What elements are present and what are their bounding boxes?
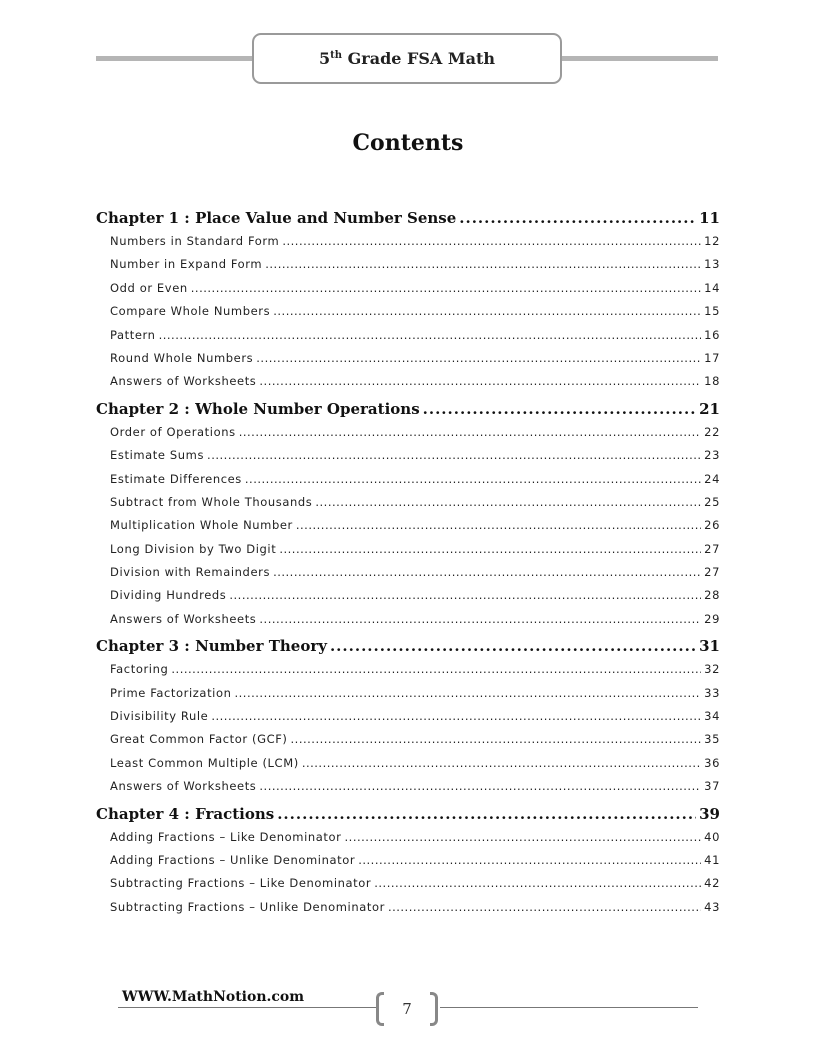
- section-page-number: 22: [704, 424, 720, 439]
- toc-section-entry[interactable]: [96, 538, 720, 561]
- header-title-rest: Grade FSA Math: [342, 49, 495, 68]
- page-number: 7: [402, 1000, 412, 1018]
- dot-leader: [265, 253, 701, 276]
- section-title: Odd or Even: [110, 280, 188, 295]
- section-title: Estimate Sums: [110, 448, 205, 463]
- section-page-number: 15: [704, 304, 720, 319]
- toc-section-entry[interactable]: [96, 370, 720, 393]
- toc-section-entry[interactable]: [96, 705, 720, 728]
- section-page-number: 28: [704, 588, 720, 603]
- section-title: Round Whole Numbers: [110, 350, 254, 365]
- toc-chapter-entry[interactable]: [96, 802, 720, 826]
- dot-leader: [330, 634, 696, 658]
- dot-leader: [259, 608, 701, 631]
- section-title: Factoring: [110, 662, 169, 677]
- footer-website: WWW.MathNotion.com: [122, 989, 305, 1005]
- toc-section-entry[interactable]: [96, 584, 720, 607]
- dot-leader: [239, 421, 701, 444]
- chapter-page-number: 21: [699, 399, 720, 418]
- chapter-page-number: 31: [699, 637, 720, 656]
- toc-section-entry[interactable]: [96, 608, 720, 631]
- toc-chapter-entry[interactable]: [96, 634, 720, 658]
- section-page-number: 42: [704, 876, 720, 891]
- toc-section-entry[interactable]: [96, 347, 720, 370]
- footer-rule-left: [118, 1007, 376, 1008]
- header-grade-suffix: th: [330, 50, 343, 61]
- toc-section-entry[interactable]: [96, 682, 720, 705]
- dot-leader: [171, 658, 701, 681]
- section-title: Least Common Multiple (LCM): [110, 755, 299, 770]
- dot-leader: [282, 230, 701, 253]
- dot-leader: [211, 705, 701, 728]
- dot-leader: [159, 324, 702, 347]
- dot-leader: [345, 826, 702, 849]
- toc-section-entry[interactable]: [96, 300, 720, 323]
- section-title: Answers of Worksheets: [110, 779, 257, 794]
- section-page-number: 26: [704, 518, 720, 533]
- section-page-number: 16: [704, 327, 720, 342]
- section-title: Answers of Worksheets: [110, 611, 257, 626]
- header-grade-number: 5: [319, 49, 331, 68]
- dot-leader: [302, 752, 701, 775]
- section-page-number: 40: [704, 829, 720, 844]
- section-page-number: 34: [704, 709, 720, 724]
- dot-leader: [207, 444, 701, 467]
- dot-leader: [374, 872, 701, 895]
- right-bracket-icon: [430, 992, 438, 1026]
- section-title: Great Common Factor (GCF): [110, 732, 288, 747]
- left-bracket-icon: [376, 992, 384, 1026]
- section-title: Numbers in Standard Form: [110, 234, 280, 248]
- toc-section-entry[interactable]: [96, 775, 720, 798]
- header-title-box: [252, 33, 562, 84]
- toc-section-entry[interactable]: [96, 849, 720, 872]
- chapter-title: Chapter 2 : Whole Number Operations: [96, 399, 420, 418]
- toc-section-entry[interactable]: [96, 421, 720, 444]
- header-rule-right: [562, 56, 718, 61]
- toc-section-entry[interactable]: [96, 561, 720, 584]
- chapter-spacer: [96, 919, 720, 922]
- section-title: Prime Factorization: [110, 685, 232, 700]
- dot-leader: [259, 775, 701, 798]
- dot-leader: [459, 206, 696, 230]
- toc-section-entry[interactable]: [96, 896, 720, 919]
- dot-leader: [279, 538, 701, 561]
- section-page-number: 41: [704, 852, 720, 867]
- toc-chapter-entry[interactable]: [96, 397, 720, 421]
- toc-section-entry[interactable]: [96, 230, 720, 253]
- dot-leader: [315, 491, 701, 514]
- toc-section-entry[interactable]: [96, 444, 720, 467]
- chapter-title: Chapter 3 : Number Theory: [96, 637, 327, 656]
- toc-section-entry[interactable]: [96, 728, 720, 751]
- section-page-number: 32: [704, 662, 720, 677]
- section-title: Adding Fractions – Like Denominator: [110, 829, 342, 844]
- dot-leader: [388, 896, 701, 919]
- section-title: Subtracting Fractions – Like Denominator: [110, 876, 372, 891]
- dot-leader: [273, 300, 701, 323]
- section-title: Subtract from Whole Thousands: [110, 494, 313, 509]
- section-title: Order of Operations: [110, 424, 236, 439]
- toc-section-entry[interactable]: [96, 253, 720, 276]
- section-page-number: 25: [704, 494, 720, 509]
- chapter-title: Chapter 1 : Place Value and Number Sense: [96, 209, 457, 227]
- section-page-number: 18: [704, 374, 720, 389]
- section-title: Dividing Hundreds: [110, 588, 227, 603]
- dot-leader: [191, 277, 701, 300]
- section-page-number: 36: [704, 755, 720, 770]
- dot-leader: [291, 728, 702, 751]
- dot-leader: [296, 514, 701, 537]
- section-page-number: 27: [704, 565, 720, 580]
- dot-leader: [245, 468, 701, 491]
- toc-section-entry[interactable]: [96, 491, 720, 514]
- section-page-number: 17: [704, 350, 720, 365]
- toc-section-entry[interactable]: [96, 514, 720, 537]
- footer-rule-right: [440, 1007, 698, 1008]
- section-title: Estimate Differences: [110, 471, 242, 486]
- dot-leader: [273, 561, 701, 584]
- section-title: Adding Fractions – Unlike Denominator: [110, 852, 356, 867]
- section-page-number: 43: [704, 899, 720, 914]
- section-page-number: 37: [704, 779, 720, 794]
- section-title: Long Division by Two Digit: [110, 541, 277, 556]
- dot-leader: [358, 849, 701, 872]
- dot-leader: [235, 682, 702, 705]
- section-title: Multiplication Whole Number: [110, 518, 293, 533]
- chapter-page-number: 39: [699, 804, 720, 823]
- toc-section-entry[interactable]: [96, 324, 720, 347]
- chapter-page-number: 11: [699, 209, 720, 227]
- section-page-number: 23: [704, 448, 720, 463]
- toc-section-entry[interactable]: [96, 468, 720, 491]
- toc-section-entry[interactable]: [96, 826, 720, 849]
- toc-section-entry[interactable]: [96, 752, 720, 775]
- toc-section-entry[interactable]: [96, 277, 720, 300]
- section-title: Division with Remainders: [110, 565, 271, 580]
- page-title: Contents: [352, 130, 464, 156]
- toc-section-entry[interactable]: [96, 658, 720, 681]
- section-page-number: 14: [704, 280, 720, 295]
- section-page-number: 29: [704, 611, 720, 626]
- dot-leader: [423, 397, 696, 421]
- section-title: Pattern: [110, 327, 156, 342]
- dot-leader: [256, 347, 701, 370]
- section-page-number: 24: [704, 471, 720, 486]
- page-number-box: [376, 992, 438, 1026]
- dot-leader: [259, 370, 701, 393]
- section-title: Answers of Worksheets: [110, 374, 257, 389]
- section-title: Number in Expand Form: [110, 257, 263, 272]
- table-of-contents: [96, 206, 720, 922]
- section-page-number: 27: [704, 541, 720, 556]
- dot-leader: [277, 802, 696, 826]
- section-page-number: 35: [704, 732, 720, 747]
- section-page-number: 13: [704, 257, 720, 272]
- section-title: Divisibility Rule: [110, 709, 209, 724]
- toc-section-entry[interactable]: [96, 872, 720, 895]
- section-title: Subtracting Fractions – Unlike Denominator: [110, 899, 385, 914]
- section-page-number: 12: [704, 234, 720, 248]
- header-rule-left: [96, 56, 252, 61]
- dot-leader: [229, 584, 701, 607]
- toc-chapter-entry[interactable]: [96, 206, 720, 230]
- section-title: Compare Whole Numbers: [110, 304, 271, 319]
- chapter-title: Chapter 4 : Fractions: [96, 804, 275, 823]
- section-page-number: 33: [704, 685, 720, 700]
